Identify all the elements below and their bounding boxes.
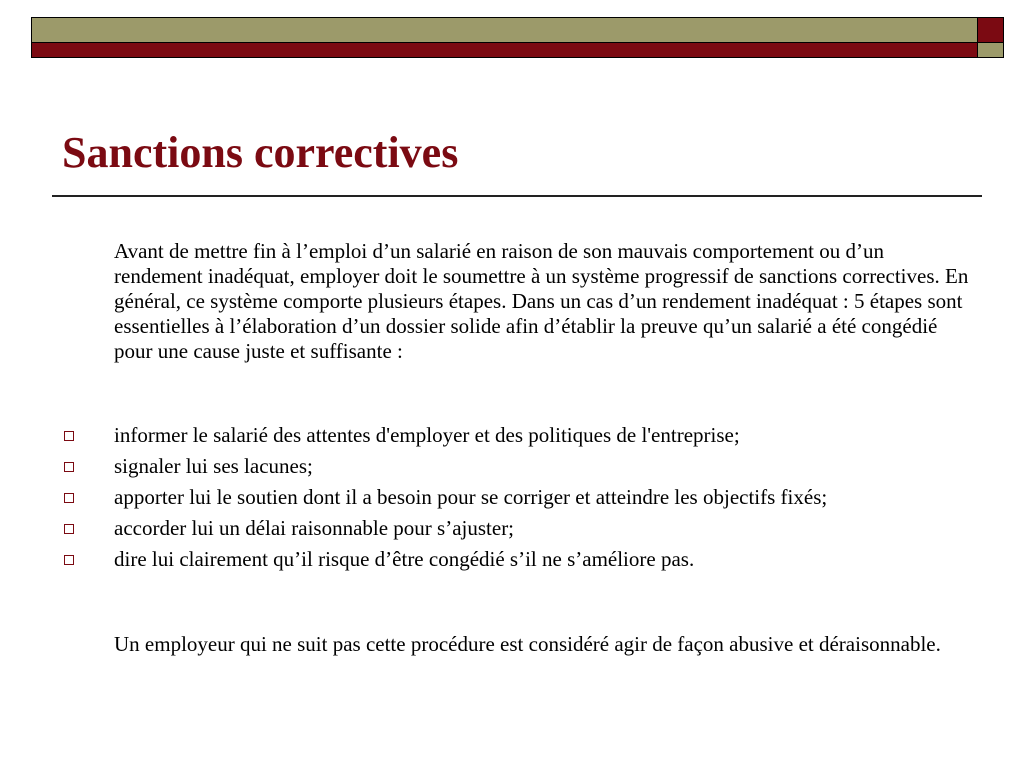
closing-paragraph: Un employeur qui ne suit pas cette procédure est considéré agir de façon abusive et déraisonnable. [114,632,941,656]
list-item-text: dire lui clairement qu’il risque d’être congédié s’il ne s’améliore pas. [114,547,695,571]
hollow-square-icon [64,462,74,472]
hollow-square-icon [64,493,74,503]
header-square-maroon [977,17,1004,43]
hollow-square-icon [64,524,74,534]
intro-paragraph: Avant de mettre fin à l’emploi d’un salarié en raison de son mauvais comportement ou d’un rendement inadéquat, employer doit le soumettre à un système progressif de sanctions correctives. En général, ce système comporte plusieurs étapes. Dans un cas d’un rendement inadéquat : 5 étapes sont essentielles à l’élaboration d’un dossier solide afin d’établir la preuve qu’un salarié a été congédié pour une cause juste et suffisante : [114,239,969,363]
list-item-text: informer le salarié des attentes d'employer et des politiques de l'entreprise; [114,423,740,447]
hollow-square-icon [64,555,74,565]
bullet-list [0,423,1024,578]
slide-title: Sanctions correctives [62,128,459,177]
list-item [0,423,934,448]
list-item [0,485,934,510]
list-item [0,454,934,479]
list-item-text: signaler lui ses lacunes; [114,454,313,478]
hollow-square-icon [64,431,74,441]
header-square-olive [977,42,1004,58]
list-item [0,516,934,541]
header-band-olive [31,17,978,43]
list-item [0,547,934,572]
list-item-text: apporter lui le soutien dont il a besoin pour se corriger et atteindre les objectifs fixés; [114,485,828,509]
list-item-text: accorder lui un délai raisonnable pour s’ajuster; [114,516,515,540]
header-band-maroon [31,42,978,58]
title-divider [52,195,982,197]
